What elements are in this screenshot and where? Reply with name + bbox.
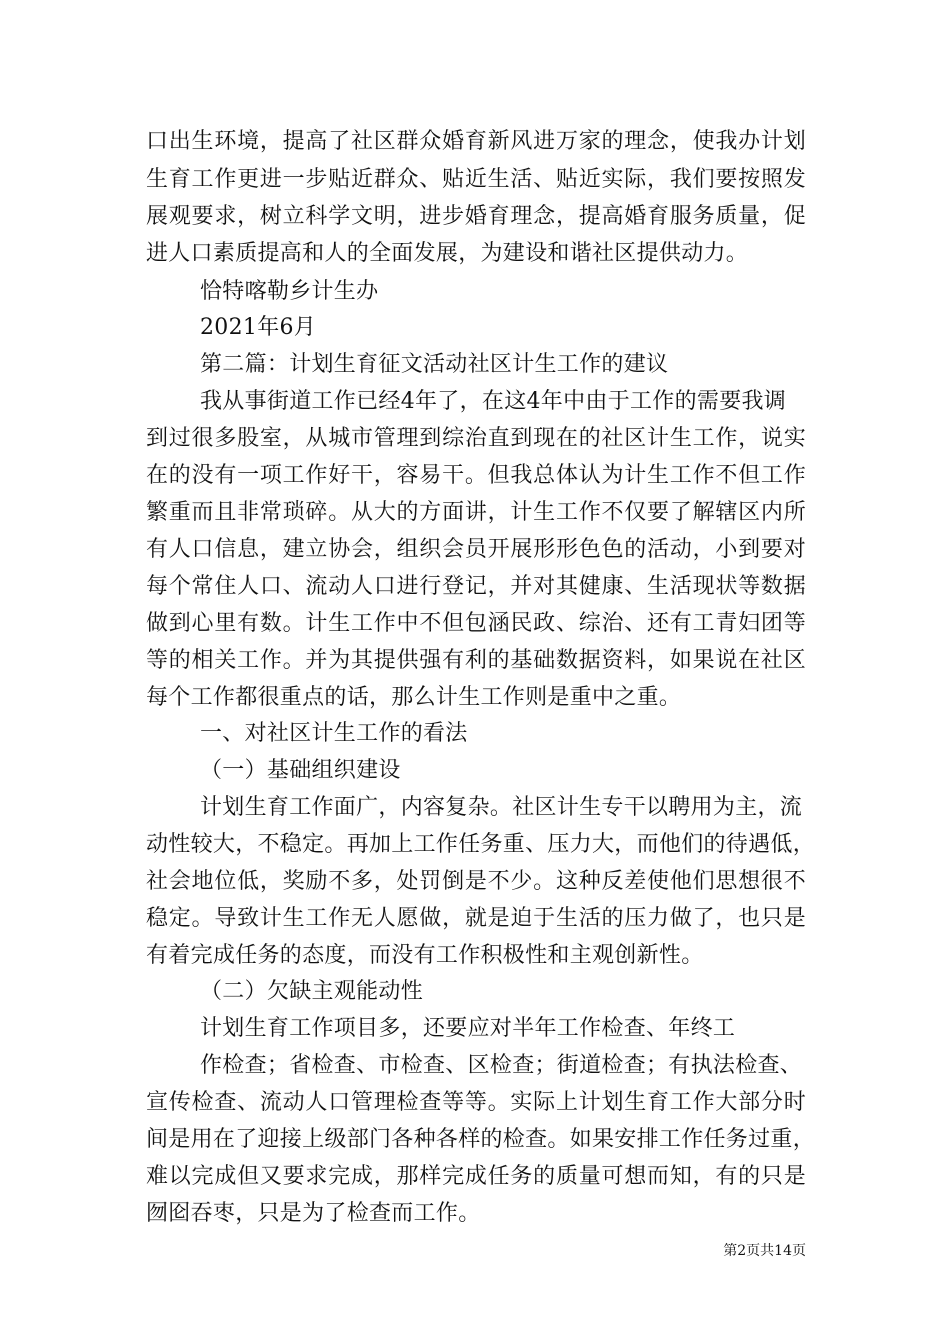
paragraph-line: 每个工作都很重点的话，那么计生工作则是重中之重。 <box>146 685 682 710</box>
paragraph-line: 作检查；省检查、市检查、区检查；街道检查；有执法检查、 <box>200 1053 803 1078</box>
paragraph-line: 口出生环境，提高了社区群众婚育新风进万家的理念，使我办计划 <box>146 129 806 154</box>
paragraph-line: 计划生育工作面广，内容复杂。社区计生专干以聘用为主，流 <box>200 795 803 820</box>
paragraph-line: 稳定。导致计生工作无人愿做，就是迫于生活的压力做了，也只是 <box>146 906 806 931</box>
paragraph-line: 进人口素质提高和人的全面发展，为建设和谐社区提供动力。 <box>146 241 749 266</box>
paragraph-line: 繁重而且非常琐碎。从大的方面讲，计生工作不仅要了解辖区内所 <box>146 500 806 525</box>
heading-1: 一、对社区计生工作的看法 <box>200 721 468 746</box>
paragraph-line: 囫囵吞枣，只是为了检查而工作。 <box>146 1201 481 1226</box>
paragraph-line: 等的相关工作。并为其提供强有利的基础数据资料，如果说在社区 <box>146 648 806 673</box>
paragraph-line: 每个常住人口、流动人口进行登记，并对其健康、生活现状等数据 <box>146 574 806 599</box>
paragraph-line: 动性较大，不稳定。再加上工作任务重、压力大，而他们的待遇低， <box>146 832 816 857</box>
heading-1-2: （二）欠缺主观能动性 <box>200 979 424 1004</box>
page-number: 第2页共14页 <box>723 1243 806 1259</box>
paragraph-line: 在的没有一项工作好干，容易干。但我总体认为计生工作不但工作 <box>146 463 806 488</box>
paragraph-line: 社会地位低，奖励不多，处罚倒是不少。这种反差使他们思想很不 <box>146 869 806 894</box>
signature-date: 2021年6月 <box>200 315 317 340</box>
paragraph-line: 计划生育工作项目多，还要应对半年工作检查、年终工 <box>200 1016 736 1041</box>
paragraph-line: 生育工作更进一步贴近群众、贴近生活、贴近实际，我们要按照发 <box>146 167 806 192</box>
paragraph-line: 展观要求，树立科学文明，进步婚育理念，提高婚育服务质量，促 <box>146 204 806 229</box>
signature-org: 恰特喀勒乡计生办 <box>200 279 379 304</box>
paragraph-line: 我从事街道工作已经4年了，在这4年中由于工作的需要我调 <box>200 389 787 414</box>
paragraph-line: 到过很多股室，从城市管理到综治直到现在的社区计生工作，说实 <box>146 426 806 451</box>
paragraph-line: 有人口信息，建立协会，组织会员开展形形色色的活动，小到要对 <box>146 537 806 562</box>
paragraph-line: 做到心里有数。计生工作中不但包涵民政、综治、还有工青妇团等 <box>146 611 806 636</box>
paragraph-line: 难以完成但又要求完成，那样完成任务的质量可想而知，有的只是 <box>146 1164 806 1189</box>
paragraph-line: 宣传检查、流动人口管理检查等等。实际上计划生育工作大部分时 <box>146 1090 806 1115</box>
section-title: 第二篇：计划生育征文活动社区计生工作的建议 <box>200 352 669 377</box>
paragraph-line: 有着完成任务的态度，而没有工作积极性和主观创新性。 <box>146 943 704 968</box>
paragraph-line: 间是用在了迎接上级部门各种各样的检查。如果安排工作任务过重， <box>146 1127 816 1152</box>
heading-1-1: （一）基础组织建设 <box>200 758 401 783</box>
